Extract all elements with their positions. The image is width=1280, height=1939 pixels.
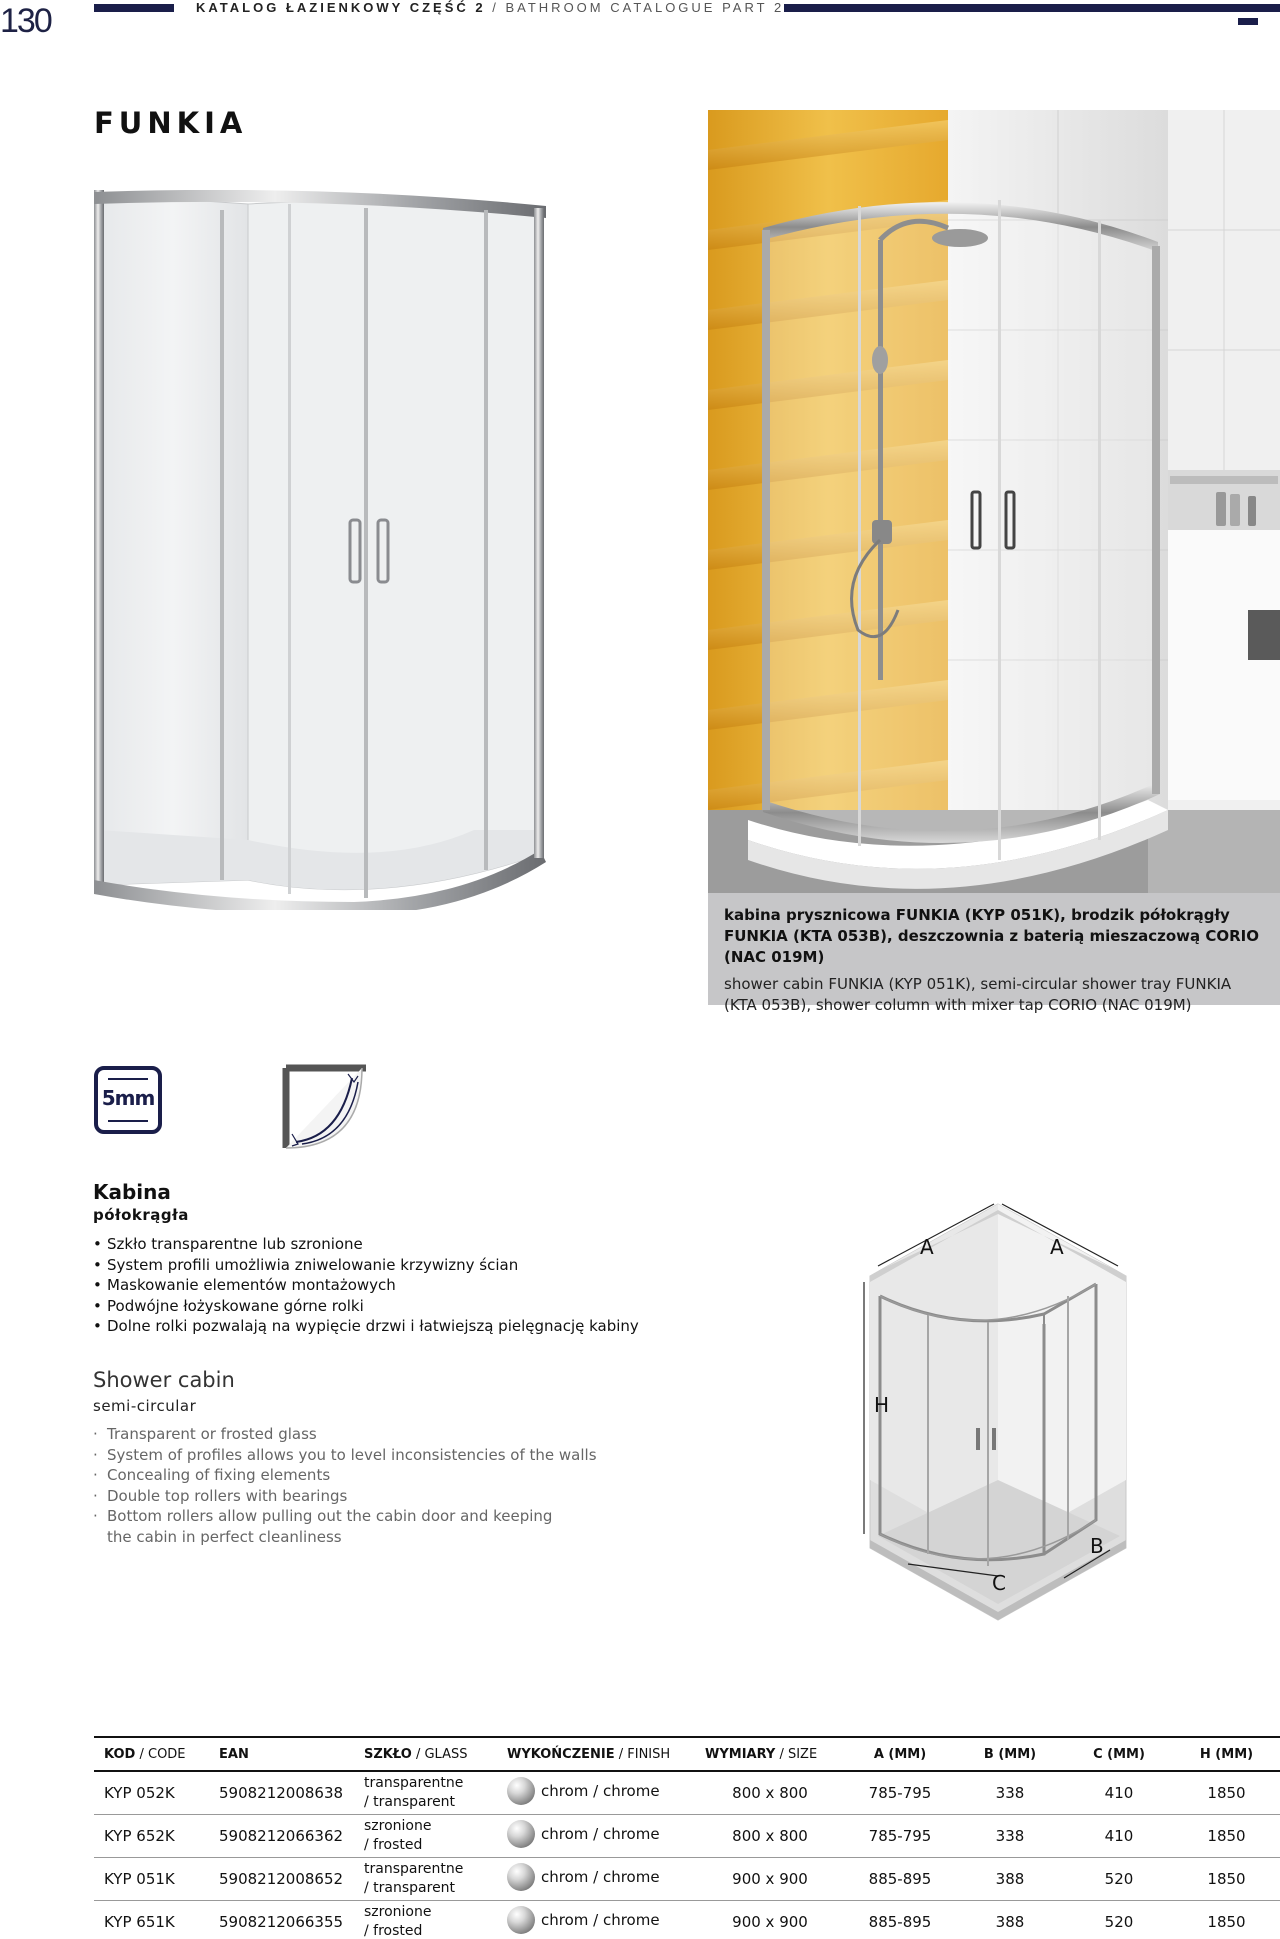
- catalogue-title-en: BATHROOM CATALOGUE PART 2: [505, 0, 785, 15]
- page-number: 130: [0, 2, 51, 40]
- photo-caption: [708, 893, 1280, 1014]
- glass-5mm-icon-line-bottom: [108, 1120, 148, 1122]
- cell-finish: chrom / chrome: [497, 1814, 695, 1857]
- cell-code: KYP 651K: [94, 1900, 209, 1939]
- cell-c: 410: [1065, 1771, 1173, 1814]
- cell-size: 900 x 900: [695, 1857, 845, 1900]
- catalogue-title-separator: /: [485, 0, 506, 15]
- feature-list-pl: [93, 1234, 639, 1337]
- feature-item-en: · Double top rollers with bearings: [93, 1486, 597, 1507]
- cell-glass: transparentne / transparent: [354, 1771, 497, 1814]
- table-row: [94, 1857, 1280, 1900]
- product-title: FUNKIA: [94, 106, 248, 140]
- cell-code: KYP 052K: [94, 1771, 209, 1814]
- cell-finish: chrom / chrome: [497, 1857, 695, 1900]
- header-size: WYMIARY / SIZE: [705, 1746, 818, 1762]
- feature-item-pl: • Podwójne łożyskowane górne rolki: [93, 1296, 639, 1317]
- cell-size: 900 x 900: [695, 1900, 845, 1939]
- cell-b: 388: [955, 1900, 1065, 1939]
- header-b: B (MM): [983, 1746, 1037, 1762]
- feature-list-en: [93, 1424, 597, 1547]
- chrome-swatch-icon: [507, 1777, 535, 1805]
- table-row: [94, 1814, 1280, 1857]
- table-header-row: [94, 1737, 1280, 1771]
- catalogue-title: [196, 0, 784, 15]
- dimension-diagram: [858, 1200, 1138, 1630]
- header-tab-marker: [1238, 18, 1258, 25]
- room-photo: [708, 110, 1280, 1005]
- feature-item-en: · Bottom rollers allow pulling out the cabin door and keeping: [93, 1506, 597, 1527]
- feature-item-pl: • Maskowanie elementów montażowych: [93, 1275, 639, 1296]
- cell-b: 338: [955, 1814, 1065, 1857]
- header-h: H (MM): [1199, 1746, 1254, 1762]
- cell-code: KYP 051K: [94, 1857, 209, 1900]
- glass-5mm-icon-line-top: [108, 1078, 148, 1080]
- diagram-label-c: C: [992, 1571, 1006, 1595]
- caption-en: shower cabin FUNKIA (KYP 051K), semi-circular shower tray FUNKIA (KTA 053B), shower column with mixer tap CORIO (NAC 019M): [724, 975, 1232, 1014]
- diagram-label-h: H: [874, 1393, 890, 1417]
- feature-item-en: · Concealing of fixing elements: [93, 1465, 597, 1486]
- cell-ean: 5908212066362: [209, 1814, 354, 1857]
- caption-pl: kabina prysznicowa FUNKIA (KYP 051K), brodzik półokrągły FUNKIA (KTA 053B), deszczownia z baterią mieszaczową CORIO (NAC 019M): [724, 906, 1259, 966]
- catalogue-title-pl: KATALOG ŁAZIENKOWY CZĘŚĆ 2: [196, 0, 486, 15]
- cell-b: 338: [955, 1771, 1065, 1814]
- feature-item-pl: • Szkło transparentne lub szronione: [93, 1234, 639, 1255]
- cell-h: 1850: [1173, 1857, 1280, 1900]
- table-row: [94, 1900, 1280, 1939]
- header-a: A (MM): [873, 1746, 927, 1762]
- chrome-swatch-icon: [507, 1906, 535, 1934]
- cell-c: 520: [1065, 1857, 1173, 1900]
- header-c: C (MM): [1093, 1746, 1145, 1762]
- semi-circular-shape-icon: [282, 1064, 366, 1150]
- header-finish: WYKOŃCZENIE / FINISH: [507, 1746, 671, 1762]
- cell-h: 1850: [1173, 1900, 1280, 1939]
- header-ean: EAN: [219, 1746, 249, 1762]
- cell-a: 785-795: [845, 1771, 955, 1814]
- cell-a: 885-895: [845, 1900, 955, 1939]
- feature-item-pl: • Dolne rolki pozwalają na wypięcie drzwi i łatwiejszą pielęgnację kabiny: [93, 1316, 639, 1337]
- feature-item-en: · Transparent or frosted glass: [93, 1424, 597, 1445]
- cell-size: 800 x 800: [695, 1771, 845, 1814]
- cell-h: 1850: [1173, 1771, 1280, 1814]
- description-subheading-pl: półokrągła: [93, 1206, 189, 1224]
- cell-ean: 5908212066355: [209, 1900, 354, 1939]
- description-heading-en: Shower cabin: [93, 1368, 235, 1392]
- feature-item-en-continuation: the cabin in perfect cleanliness: [107, 1527, 342, 1546]
- diagram-label-a-left: A: [920, 1235, 934, 1259]
- cell-b: 388: [955, 1857, 1065, 1900]
- cell-glass: szronione / frosted: [354, 1814, 497, 1857]
- chrome-swatch-icon: [507, 1863, 535, 1891]
- cell-a: 785-795: [845, 1814, 955, 1857]
- cell-code: KYP 652K: [94, 1814, 209, 1857]
- chrome-swatch-icon: [507, 1820, 535, 1848]
- cell-ean: 5908212008638: [209, 1771, 354, 1814]
- cell-h: 1850: [1173, 1814, 1280, 1857]
- header-bar-right: [784, 4, 1280, 12]
- cell-glass: transparentne / transparent: [354, 1857, 497, 1900]
- product-image: [94, 190, 546, 910]
- cell-c: 520: [1065, 1900, 1173, 1939]
- glass-thickness-label: 5mm: [101, 1086, 155, 1110]
- cell-size: 800 x 800: [695, 1814, 845, 1857]
- diagram-label-b: B: [1090, 1534, 1104, 1558]
- feature-item-en: · System of profiles allows you to level inconsistencies of the walls: [93, 1445, 597, 1466]
- cell-glass: szronione / frosted: [354, 1900, 497, 1939]
- cell-a: 885-895: [845, 1857, 955, 1900]
- header-code: KOD / CODE: [104, 1746, 186, 1762]
- description-heading-pl: Kabina: [93, 1180, 171, 1204]
- cell-finish: chrom / chrome: [497, 1900, 695, 1939]
- cell-c: 410: [1065, 1814, 1173, 1857]
- cell-finish: chrom / chrome: [497, 1771, 695, 1814]
- spec-table: [94, 1736, 1280, 1939]
- feature-item-pl: • System profili umożliwia zniwelowanie krzywizny ścian: [93, 1255, 639, 1276]
- glass-5mm-icon: [94, 1066, 162, 1134]
- description-subheading-en: semi-circular: [93, 1397, 197, 1415]
- header-bar-left: [94, 4, 174, 12]
- cell-ean: 5908212008652: [209, 1857, 354, 1900]
- diagram-label-a-right: A: [1050, 1235, 1064, 1259]
- header-glass: SZKŁO / GLASS: [364, 1746, 468, 1762]
- table-row: [94, 1771, 1280, 1814]
